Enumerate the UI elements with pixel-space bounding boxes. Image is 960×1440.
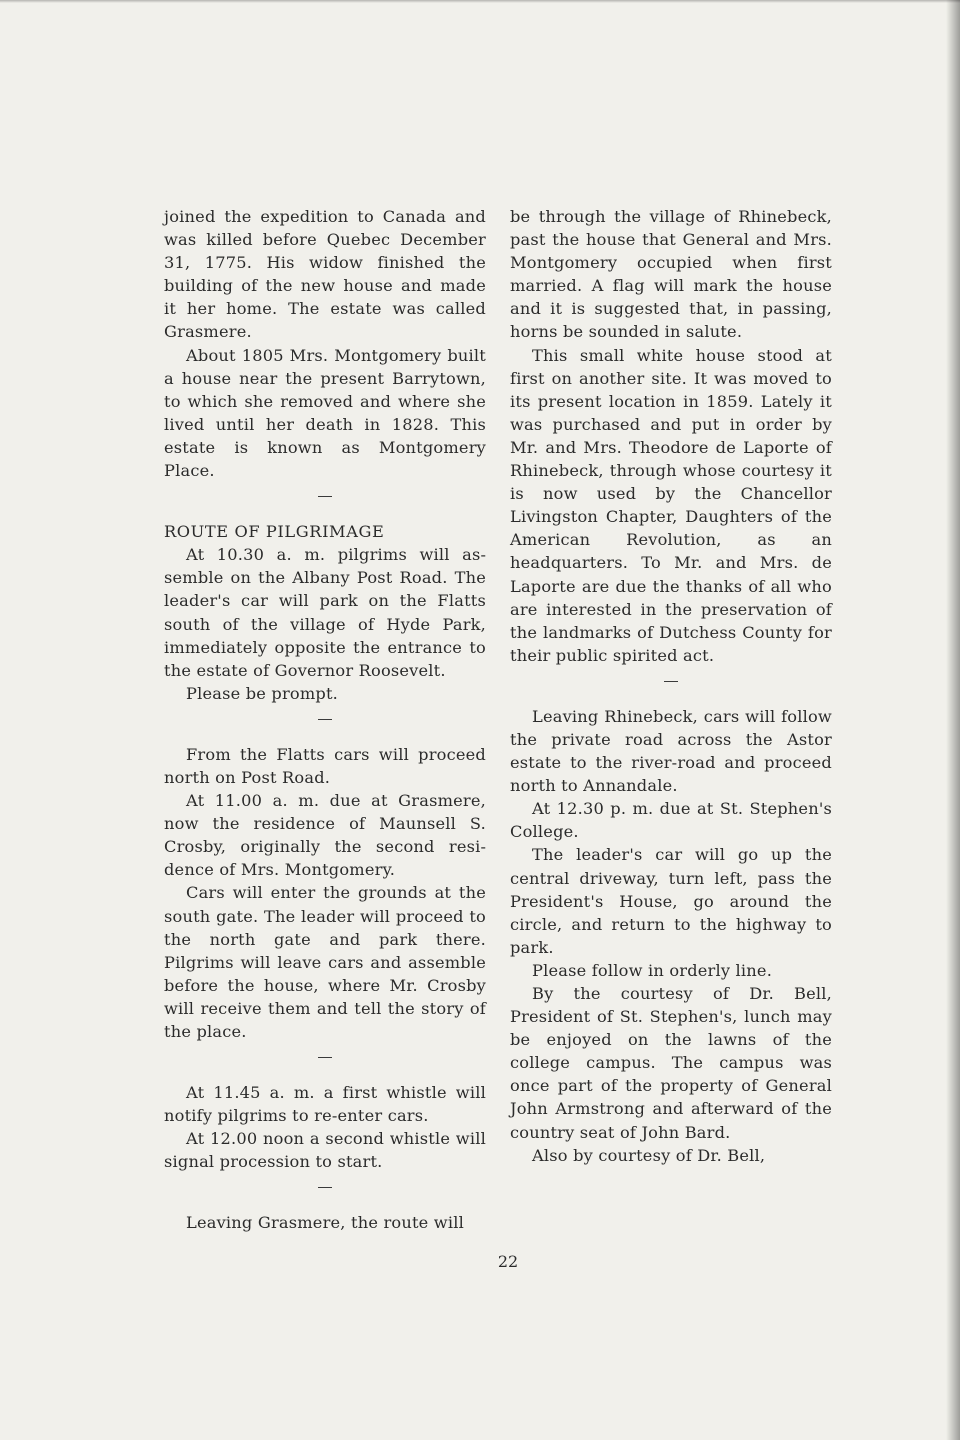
paragraph: Cars will enter the grounds at the south gate. The leader will proceed to the north gate and park there. Pilgrims will leave cars and assemble before the house, where Mr. Crosby will receive them and tell the story of the place.	[164, 883, 486, 1041]
paragraph: From the Flatts cars will proceed north on Post Road.	[164, 744, 486, 787]
section-separator	[318, 1187, 332, 1188]
paragraph: About 1805 Mrs. Montgomery built a house near the present Barrytown, to which she removed and where she lived until her death in 1828. This estate is known as Montgomery Place.	[164, 345, 486, 481]
paragraph: Please be prompt.	[186, 683, 339, 703]
section-separator	[318, 719, 332, 720]
section-separator	[318, 1057, 332, 1058]
paragraph: At 10.30 a. m. pilgrims will assemble on the Albany Post Road. The leader's car will park on the Flatts south of the village of Hyde Park, immediately opposite the entrance to the estate of Governor Roosevelt.	[164, 545, 486, 680]
paragraph: At 12.00 noon a second whistle will signal procession to start.	[164, 1129, 486, 1172]
paragraph: Also by courtesy of Dr. Bell,	[532, 1145, 766, 1165]
paragraph: be through the village of Rhinebeck, past the house that General and Mrs. Montgomery occupied when first married. A flag will mark the house and it is suggested that, in passing, horns be sounded in salute.	[510, 207, 832, 342]
paragraph: Please follow in orderly line.	[532, 960, 773, 980]
paragraph: This small white house stood at first on another site. It was moved to its present location in 1859. Lately it was purchased and put in order by Mr. and Mrs. Theodore de Laporte of Rhinebeck, through whose courtesy it is now used by the Chancellor Livingston Chapter, Daughters of the American Revolution, as an headquarters. To Mr. and Mrs. de Laporte are due the thanks of all who are interested in the preservation of the landmarks of Dutchess County for their public spirited act.	[510, 345, 832, 665]
section-separator	[664, 681, 678, 682]
paragraph: joined the expedition to Canada and was killed before Quebec December 31, 1775. His widow finished the building of the new house and made it her home. The estate was called Grasmere.	[164, 207, 486, 342]
section-heading: ROUTE OF PILGRIMAGE	[164, 522, 385, 542]
page-right-edge-shadow	[946, 0, 960, 1440]
page-number: 22	[497, 1252, 519, 1271]
paragraph: At 12.30 p. m. due at St. Stephen's College.	[510, 799, 832, 842]
paragraph: By the courtesy of Dr. Bell, President of St. Stephen's, lunch may be enjoyed on the lawns of the college campus. The campus was once part of the property of General John Armstrong and afterward of the country seat of John Bard.	[510, 984, 832, 1142]
paragraph: Leaving Grasmere, the route will	[186, 1213, 464, 1233]
paragraph: At 11.45 a. m. a first whistle will notify pilgrims to re-enter cars.	[164, 1083, 486, 1126]
paragraph: At 11.00 a. m. due at Grasmere, now the residence of Maunsell S. Crosby, originally the second residence of Mrs. Montgomery.	[164, 791, 486, 880]
paragraph: Leaving Rhinebeck, cars will follow the private road across the Astor estate to the river-road and proceed north to Annandale.	[510, 706, 832, 796]
paragraph: The leader's car will go up the central driveway, turn left, pass the President's House, go around the circle, and return to the highway to park.	[510, 845, 832, 957]
section-separator	[318, 496, 332, 497]
left-column	[164, 205, 486, 1235]
page-top-edge	[0, 0, 960, 3]
right-column	[510, 205, 832, 1167]
